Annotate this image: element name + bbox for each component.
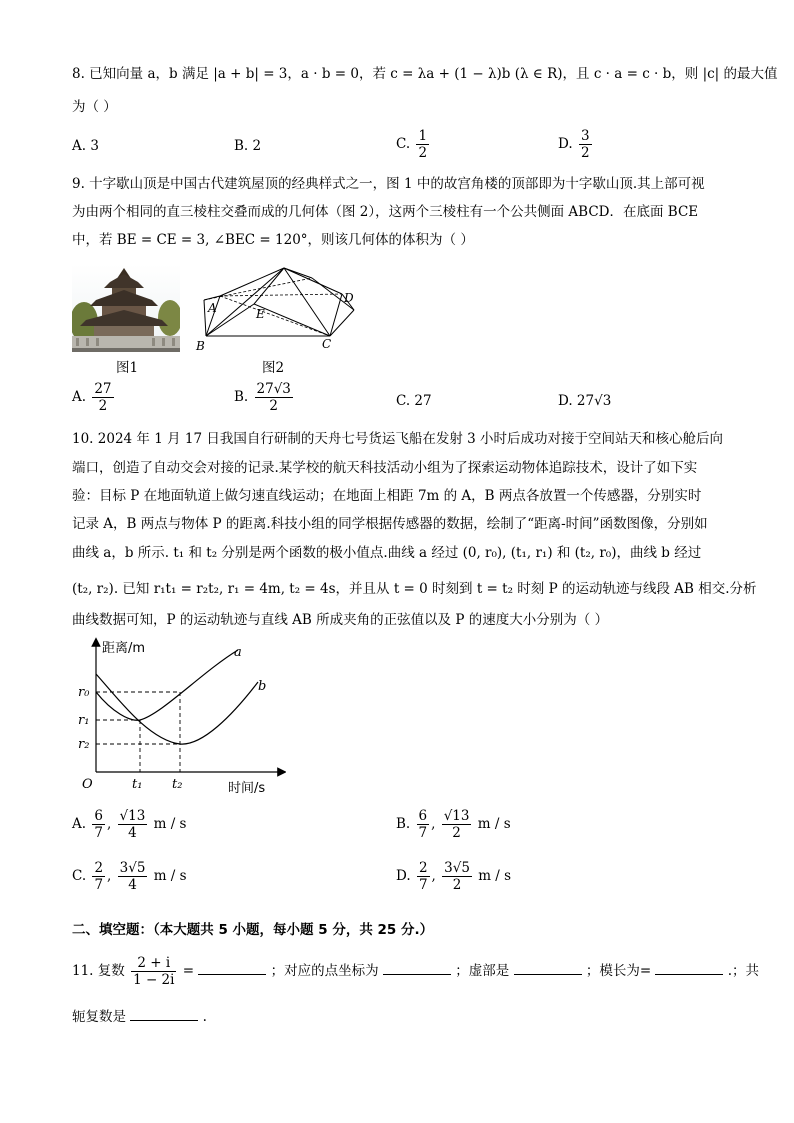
q11-blank-2[interactable] (383, 962, 451, 975)
q9-option-c: C. 27 (396, 393, 432, 409)
q11-blank-1[interactable] (198, 962, 266, 975)
q10-line5: 曲线 a，b 所示. t₁ 和 t₂ 分别是两个函数的极小值点.曲线 a 经过 (0, r₀), (t₁, r₁) 和 (t₂, r₀)，曲线 b 经过 (72, 545, 702, 561)
section-2-title: 二、填空题：（本大题共 5 小题，每小题 5 分，共 25 分.） (72, 922, 434, 938)
q8-line2: 为（ ） (72, 99, 117, 115)
fig2-label-c: C (322, 337, 332, 351)
q11-blank-3[interactable] (514, 962, 582, 975)
q8-option-a: A. 3 (72, 138, 99, 154)
q10-line3: 验：目标 P 在地面轨道上做匀速直线运动；在地面上相距 7m 的 A，B 两点各放置一个传感器，分别实时 (72, 488, 702, 504)
q10-line2: 端口，创造了自动交会对接的记录.某学校的航天科技活动小组为了探索运动物体追踪技术，设计了如下实 (72, 460, 698, 476)
distance-time-graph (72, 636, 286, 796)
q10-line6: (t₂, r₂). 已知 r₁t₁ = r₂t₂, r₁ = 4m, t₂ = 4s，并且从 t = 0 时刻到 t = t₂ 时刻 P 的运动轨迹与线段 AB 相交.分析 (72, 581, 757, 597)
q9-line3: 中，若 BE = CE = 3, ∠BEC = 120°，则该几何体的体积为（ ） (72, 232, 474, 248)
graph-xlabel: 时间/s (228, 781, 266, 796)
figure2-caption: 图2 (262, 360, 285, 376)
fig2-label-d: D (344, 291, 354, 305)
q8-option-d: D. $\frac{3}{2}$ (558, 128, 590, 161)
q9-line2: 为由两个相同的直三棱柱交叠而成的几何体（图 2），这两个三棱柱有一个公共侧面 ABCD．在底面 BCE (72, 204, 699, 220)
q8-line1: 8. 已知向量 a，b 满足 |a + b| = 3，a · b = 0，若 c = λa + (1 − λ)b (λ ∈ R)，且 c · a = c · b，则 |c| 的最大值 (72, 66, 778, 82)
fig2-label-a: A (208, 301, 217, 315)
graph-t1: t₁ (132, 777, 143, 792)
q11-blank-4[interactable] (655, 962, 723, 975)
q9-line1: 9. 十字歇山顶是中国古代建筑屋顶的经典样式之一，图 1 中的故宫角楼的顶部即为十字歇山顶.其上部可视 (72, 176, 705, 192)
fig2-label-e: E (256, 307, 265, 321)
q10-line1: 10. 2024 年 1 月 17 日我国自行研制的天舟七号货运飞船在发射 3 小时后成功对接于空间站天和核心舱后向 (72, 431, 724, 447)
graph-r2: r₂ (78, 737, 90, 752)
figure2-solid-diagram (192, 264, 362, 354)
q10-option-b: B. $\frac{6}{7}$ , $\frac{√13}{2}$ m / s (396, 808, 511, 841)
q10-line4: 记录 A，B 两点与物体 P 的距离.科技小组的同学根据传感器的数据，绘制了“距离-时间”函数图像，分别如 (72, 516, 708, 532)
q10-option-c: C. $\frac{2}{7}$ , $\frac{3√5}{4}$ m / s (72, 860, 187, 893)
q11-line1: 11. 复数 $\frac{2 + i}{1 - 2i}$ = ；对应的点坐标为 ；虚部是 ；模长为= .；共 (72, 955, 760, 988)
graph-curve-b-label: b (258, 679, 267, 694)
q9-option-d: D. 27√3 (558, 393, 612, 409)
graph-ylabel: 距离/m (102, 641, 146, 656)
q9-option-b: B. $\frac{27√3}{2}$ (234, 381, 291, 414)
q8-option-c: C. $\frac{1}{2}$ (396, 128, 428, 161)
fig2-label-b: B (196, 339, 205, 353)
graph-origin: O (82, 777, 93, 792)
q11-blank-5[interactable] (130, 1008, 198, 1021)
q9-option-a: A. $\frac{27}{2}$ (72, 381, 112, 414)
figure1-pagoda-image (72, 264, 180, 352)
q10-option-d: D. $\frac{2}{7}$ , $\frac{3√5}{2}$ m / s (396, 860, 512, 893)
q11-line2: 轭复数是 . (72, 1009, 207, 1025)
graph-r1: r₁ (78, 713, 90, 728)
figure1-caption: 图1 (116, 360, 139, 376)
graph-curve-a-label: a (234, 645, 242, 660)
q8-option-b: B. 2 (234, 138, 262, 154)
graph-r0: r₀ (78, 685, 90, 700)
graph-t2: t₂ (172, 777, 183, 792)
q10-line7: 曲线数据可知，P 的运动轨迹与直线 AB 所成夹角的正弦值以及 P 的速度大小分别为（ ） (72, 612, 609, 628)
q10-option-a: A. $\frac{6}{7}$ , $\frac{√13}{4}$ m / s (72, 808, 187, 841)
